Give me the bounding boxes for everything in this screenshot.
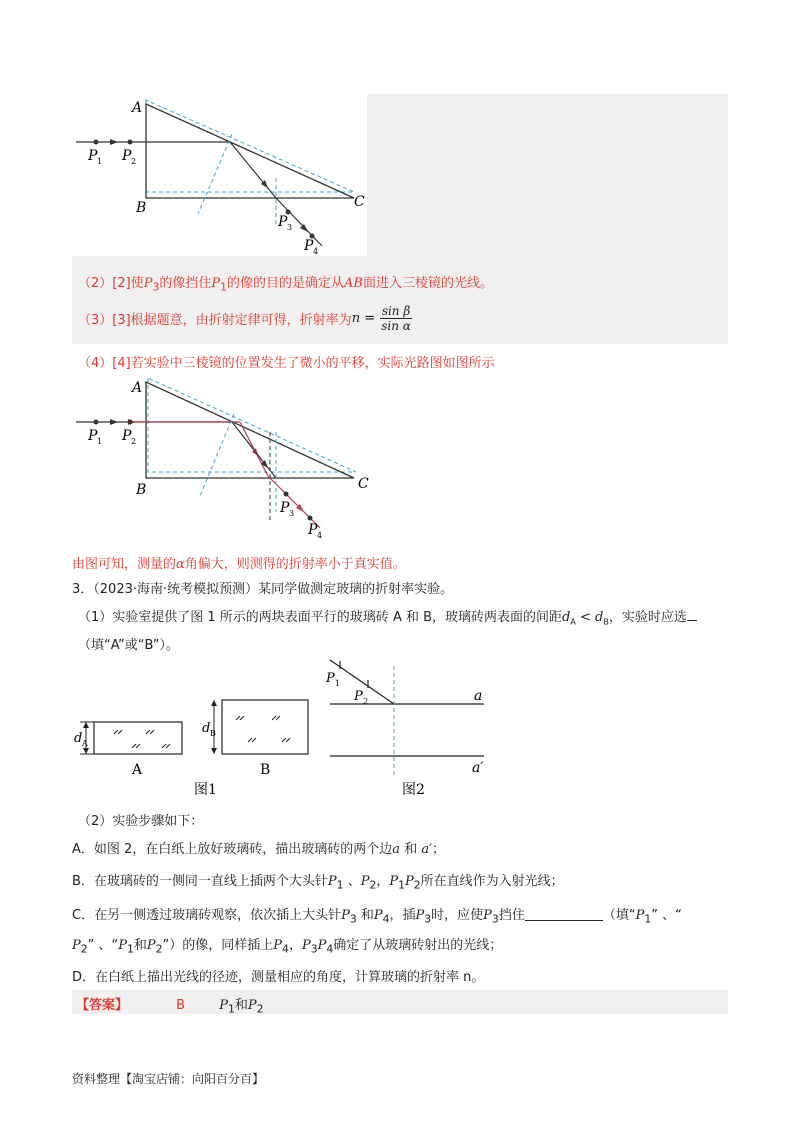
figure-2-caption: 图2 bbox=[402, 782, 425, 798]
step-c: C．在另一侧透过玻璃砖观察，依次插上大头针$P_3$ 和$P_4$，插$P_3$时，应使$P_3$挡住 （填“$P_1$” 、“ bbox=[72, 908, 682, 926]
pin-p2 bbox=[128, 140, 133, 145]
svg-text:d: d bbox=[74, 731, 83, 746]
glass-bricks-figure bbox=[72, 656, 492, 798]
question-3-title: 3．（2023·海南·统考模拟预测）某同学做测定玻璃的折射率实验。 bbox=[72, 582, 454, 597]
shifted-prism-outline bbox=[146, 100, 354, 192]
p2-label: P bbox=[122, 148, 132, 164]
answer-4: （4）[4]若实验中三棱镜的位置发生了微小的平移，实际光路图如图所示 bbox=[78, 356, 495, 371]
p1-label: P bbox=[88, 428, 98, 444]
refractive-index-fraction: $\frac{\text{sin β}}{\text{sin α}}$ bbox=[381, 304, 411, 333]
normal-line-1 bbox=[198, 134, 232, 214]
question-3-part1-hint: （填“A”或“B”）。 bbox=[78, 638, 179, 653]
vertex-b-label: B bbox=[136, 200, 147, 216]
prism-outline bbox=[146, 104, 354, 198]
pin-p4 bbox=[308, 516, 313, 521]
svg-text:P: P bbox=[326, 671, 335, 686]
figure-1-caption: 图1 bbox=[194, 782, 217, 798]
pin-p2 bbox=[128, 420, 133, 425]
p1-sub: 1 bbox=[97, 437, 103, 446]
vertex-a-label: A bbox=[132, 380, 143, 396]
answer-blank[interactable] bbox=[525, 908, 603, 921]
p1-label: P bbox=[88, 148, 98, 164]
vertex-b-label: B bbox=[136, 482, 147, 498]
p3-label: P bbox=[280, 500, 290, 516]
glass-brick-a bbox=[94, 722, 182, 754]
arrow-icon bbox=[300, 224, 308, 232]
p2-sub: 2 bbox=[131, 437, 137, 446]
svg-text:1: 1 bbox=[335, 679, 341, 688]
p4-sub: 4 bbox=[313, 247, 319, 256]
vertex-c-label: C bbox=[354, 194, 365, 210]
refracted-ray bbox=[230, 142, 276, 198]
svg-text:A: A bbox=[82, 739, 88, 748]
brick-b-label: B bbox=[260, 762, 271, 778]
p4-sub: 4 bbox=[317, 531, 323, 540]
footer-text: 资料整理【淘宝店铺：向阳百分百】 bbox=[72, 1072, 265, 1086]
vertex-c-label: C bbox=[358, 476, 369, 492]
step-b: B．在玻璃砖的一侧同一直线上插两个大头针$P_1$ 、$P_2$，$P_1P_2$所在直线作为入射光线； bbox=[72, 874, 564, 892]
brick-a-label: A bbox=[132, 762, 143, 778]
p3-sub: 3 bbox=[287, 223, 293, 232]
conclusion: 由图可知，测量的α角偏大，则测得的折射率小于真实值。 bbox=[72, 557, 406, 572]
recorded-refracted-ray bbox=[232, 422, 276, 478]
answer-2: （2）[2]使$P_3$的像挡住$P_1$的像的目的是确定从AB面进入三棱镜的光线。 bbox=[78, 276, 493, 294]
step-c-continued: $P_2$” 、“$P_1$和$P_2$”）的像，同样插上$P_4$，$P_3P_4$确定了从玻璃砖射出的光线； bbox=[72, 938, 503, 956]
normal-line-1 bbox=[200, 414, 234, 496]
pin-p1 bbox=[94, 140, 99, 145]
p3-label: P bbox=[278, 214, 288, 230]
answer-3: （3）[3]根据题意，由折射定律可得，折射率为n = $\frac{\text{sin β}}{\text{sin α}}$ bbox=[78, 304, 411, 333]
question-3-part1: （1）实验室提供了图 1 所示的两块表面平行的玻璃砖 A 和 B，玻璃砖两表面的间距$d_A < d_B$，实验时应选 bbox=[78, 606, 697, 627]
step-d: D．在白纸上描出光线的径迹，测量相应的角度，计算玻璃的折射率 n。 bbox=[72, 970, 485, 985]
actual-refracted-ray bbox=[240, 422, 268, 476]
pin-p3 bbox=[284, 492, 289, 497]
svg-text:P: P bbox=[354, 689, 363, 704]
prism-outline bbox=[146, 382, 354, 478]
steps-intro: （2）实验步骤如下： bbox=[78, 814, 204, 829]
shifted-prism-outline bbox=[148, 378, 356, 472]
p1-sub: 1 bbox=[97, 157, 103, 166]
p2-sub: 2 bbox=[131, 157, 137, 166]
glass-hatch-a bbox=[114, 730, 170, 748]
pin-p1 bbox=[94, 420, 99, 425]
answer-bar-content: 【答案】 B $P_1$和$P_2$ bbox=[76, 998, 264, 1016]
glass-hatch-b bbox=[236, 716, 290, 742]
arrow-icon bbox=[110, 419, 118, 425]
prism-diagram-2 bbox=[72, 372, 382, 547]
glass-brick-b bbox=[222, 700, 308, 754]
vertex-a-label: A bbox=[132, 100, 143, 116]
svg-text:B: B bbox=[210, 729, 216, 738]
prism-diagram-1 bbox=[72, 94, 372, 264]
arrow-icon bbox=[110, 139, 118, 145]
svg-text:2: 2 bbox=[363, 697, 369, 706]
p4-label: P bbox=[304, 238, 314, 254]
svg-text:d: d bbox=[202, 721, 211, 736]
edge-a-prime-label: a′ bbox=[472, 760, 484, 776]
p2-label: P bbox=[122, 428, 132, 444]
step-a: A．如图 2，在白纸上放好玻璃砖，描出玻璃砖的两个边a 和 a′； bbox=[72, 842, 446, 857]
p3-sub: 3 bbox=[289, 509, 295, 518]
p4-label: P bbox=[308, 522, 318, 538]
edge-a-label: a bbox=[474, 688, 483, 704]
